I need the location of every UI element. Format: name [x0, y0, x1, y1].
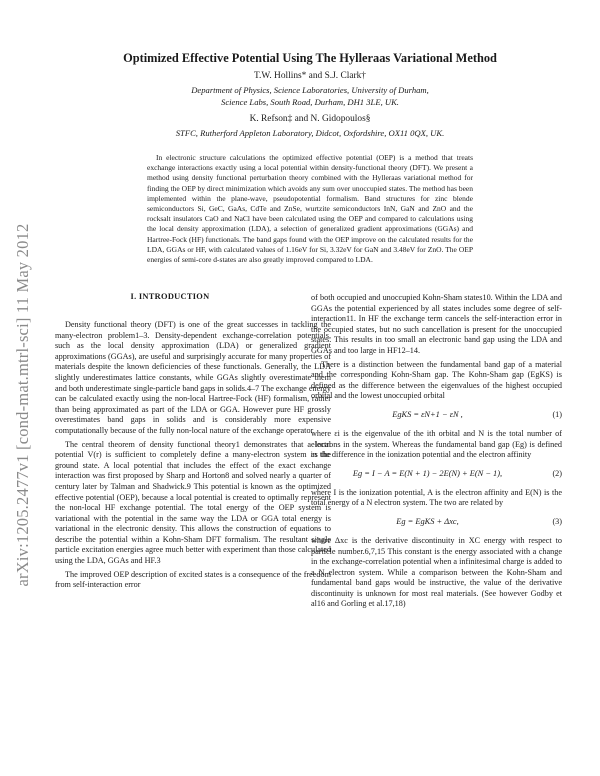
right-paragraph-5: where Δxc is the derivative discontinuity in XC energy with respect to particle number.6,7,15 This constant is the energy associated with a change in the exchange-correlation potential when a infinitesimal charge is added to a N electron system. While a comparison between the Kohn-Sham and fundamental band gaps would be instructive, the value of the derivative discontinuity is unknown for most real materials. (See however Godby et al16 and Gorling et al.17,18)	[311, 535, 562, 609]
right-column	[311, 293, 562, 610]
left-column	[55, 320, 331, 591]
equation-1-number: (1)	[552, 410, 562, 420]
affiliation-durham-line2: Science Labs, South Road, Durham, DH1 3LE, UK.	[221, 97, 399, 107]
arxiv-stamp-text: arXiv:1205.2477v1 [cond-mat.mtrl-sci] 11 May 2012	[13, 223, 32, 587]
authors-stfc: K. Refson‡ and N. Gidopoulos§	[249, 114, 371, 124]
equation-1-expression: EgKS = εN+1 − εN ,	[392, 410, 463, 420]
section-heading-introduction: I. INTRODUCTION	[130, 292, 210, 301]
affiliation-stfc: STFC, Rutherford Appleton Laboratory, Didcot, Oxfordshire, OX11 0QX, UK.	[175, 128, 445, 138]
intro-paragraph-3: The improved OEP description of excited states is a consequence of the freedom from self-interaction error	[55, 569, 331, 590]
affiliation-durham-line1: Department of Physics, Science Laboratories, University of Durham,	[191, 85, 429, 95]
equation-3	[311, 513, 562, 532]
equation-1	[311, 406, 562, 425]
right-paragraph-1: of both occupied and unoccupied Kohn-Sham states10. Within the LDA and GGAs the potential experienced by all states includes some degree of self-interaction11. In HF the exchange term cancels the self-interaction error in the occupied states, but no such cancellation is present for the unoccupied states. This results in too small an electronic band gap using the LDA and GGAs and too large in HF12–14.	[311, 293, 562, 355]
equation-2-number: (2)	[552, 468, 562, 478]
intro-paragraph-1: Density functional theory (DFT) is one of the great successes in tackling the many-electron problem1–3. Density-dependent exchange-correlation potentials, such as the local density approximation (LDA) or generalized gradient approximations (GGAs), are useful and surprisingly accurate for many properties of materials despite the known deficiencies of these functionals. Generally, the LDA slightly underestimates lattice constants, while GGAs slightly overestimate them and both underestimate single-particle band gaps in solids.4–7 The exchange energy can be calculated exactly using the non-local Hartree-Fock (HF) formalism, rather than being approximated as part of the LDA or GGA. However pure HF grossly overestimates band gaps in solids and is considerably more expensive computationally because of the fully non-local nature of the exchange operator.	[55, 320, 331, 435]
equation-3-expression: Eg = EgKS + Δxc,	[396, 517, 459, 527]
intro-paragraph-2: The central theorem of density functional theory1 demonstrates that a local potential V(r) is sufficient to completely define a many-electron system in the ground state. A local potential that includes the effect of the exact exchange interaction was first proposed by Sharp and Horton8 and solved nearly a quarter of century later by Talman and Shadwick.9 This potential is known as the optimized effective potential (OEP), because a local potential is created to optimally represent the non-local HF exchange potential. The total energy of the OEP system is variational with the potential in the same way the LDA or GGA total energy is variational in the electronic density. This allows the construction of equations to describe the potential within a Kohn-Sham DFT formalism. The resultant single particle excitation energies agree much better with experiment than those calculated using the LDA, GGAs and HF.3	[55, 439, 331, 566]
equation-2	[311, 465, 562, 484]
abstract: In electronic structure calculations the optimized effective potential (OEP) is a method that treats exchange interactions exactly using a local potential within density-functional theory (DFT). We present a method using density functional perturbation theory combined with the Hylleraas variational method for finding the OEP by direct minimization which avoids any sum over unoccupied states. The method has been implemented within the plane-wave, pseudopotential formalism. Band structures for zinc blende semiconductors Si, GeC, GaAs, CdTe and ZnSe, wurtzite semiconductors InN, GaN and ZnO and the rocksalt insulators CaO and NaCl have been calculated using the OEP and compared to calculations using the local density approximation (LDA), a selection of generalized gradient approximations (GGAs) and Hartree-Fock (HF) functionals. The band gaps found with the OEP improve on the calculated results for the LDA, GGAs or HF, with calculated values of 1.16eV for Si, 3.32eV for GaN and 3.48eV for ZnO. The OEP energies of semi-core d-states are also greatly improved compared to LDA.	[147, 153, 473, 265]
equation-2-expression: Eg = I − A = E(N + 1) − 2E(N) + E(N − 1),	[352, 468, 503, 478]
paper-title: Optimized Effective Potential Using The Hylleraas Variational Method	[123, 51, 497, 65]
right-paragraph-4: where I is the ionization potential, A is the electron affinity and E(N) is the total energy of a N electron system. The two are related by	[311, 487, 562, 508]
arxiv-stamp	[12, 170, 34, 640]
right-paragraph-2: There is a distinction between the fundamental band gap of a material and the corresponding Kohn-Sham gap. The Kohn-Sham gap (EgKS) is defined as the difference between the eigenvalues of the highest occupied orbital and the lowest unoccupied orbital	[311, 359, 562, 401]
equation-3-number: (3)	[552, 517, 562, 527]
right-paragraph-3: where εi is the eigenvalue of the ith orbital and N is the total number of electrons in the system. Whereas the fundamental band gap (Eg) is defined as the difference in the ionization potential and the electron affinity	[311, 428, 562, 460]
authors-durham: T.W. Hollins* and S.J. Clark†	[254, 71, 366, 81]
